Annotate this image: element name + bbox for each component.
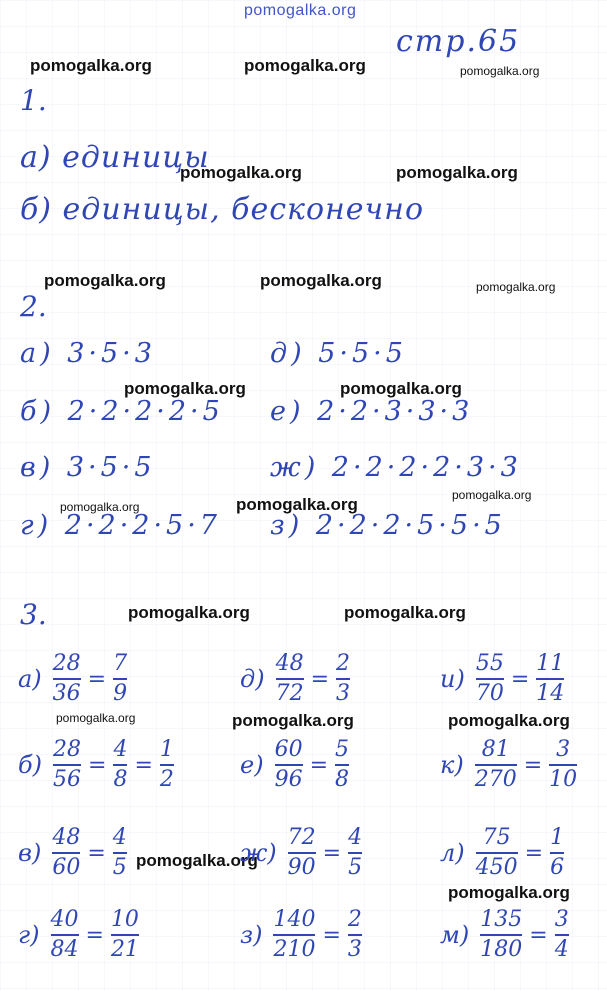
fraction [52, 826, 80, 880]
fraction-bar [476, 678, 504, 680]
fraction-denominator: 10 [549, 767, 578, 792]
fraction-bar [160, 764, 174, 766]
fraction-bar [476, 852, 518, 854]
fraction [480, 908, 522, 962]
task2-answer-a: а) 3·5·3 [20, 338, 156, 369]
equals-sign: = [524, 840, 544, 866]
fraction-bar [276, 678, 304, 680]
fraction-bar [549, 764, 577, 766]
fraction-numerator: 1 [159, 737, 174, 762]
fraction-denominator: 96 [274, 767, 303, 792]
fraction-bar [348, 852, 362, 854]
fraction-denominator: 8 [113, 767, 128, 792]
task2-answer-e: е) 2·2·3·3·3 [270, 396, 474, 427]
fraction-denominator: 8 [335, 767, 350, 792]
fraction [550, 826, 564, 880]
top-watermark: pomogalka.org [244, 2, 357, 19]
fraction-numerator: 3 [556, 737, 571, 762]
watermark: pomogalka.org [128, 603, 250, 622]
equals-sign: = [529, 922, 548, 948]
task3-number: 3. [20, 598, 47, 631]
fraction [288, 826, 316, 880]
fraction [555, 908, 569, 962]
task3-item [440, 826, 567, 880]
fraction-bar [275, 764, 303, 766]
fraction-numerator: 75 [482, 825, 511, 850]
task2-number: 2. [20, 290, 47, 323]
fraction [53, 652, 81, 706]
fraction [335, 738, 349, 792]
task3-item [440, 652, 567, 706]
fraction-denominator: 14 [536, 681, 565, 706]
fraction-denominator: 4 [554, 937, 569, 962]
fraction-bar [113, 852, 127, 854]
watermark: pomogalka.org [476, 280, 556, 294]
fraction-numerator: 7 [113, 651, 128, 676]
fraction [476, 652, 504, 706]
equals-sign: = [87, 840, 106, 866]
watermark: pomogalka.org [244, 56, 366, 75]
page-reference: стр.65 [396, 24, 521, 59]
watermark: pomogalka.org [452, 488, 532, 502]
fraction [53, 738, 81, 792]
fraction [111, 908, 139, 962]
fraction-numerator: 28 [53, 737, 82, 762]
fraction-denominator: 450 [475, 855, 518, 880]
fraction-numerator: 3 [554, 907, 569, 932]
task3-item-label: ж) [240, 839, 277, 867]
fraction-numerator: 5 [335, 737, 350, 762]
task1-answer-a: а) единицы [20, 140, 210, 175]
fraction-numerator: 4 [113, 737, 128, 762]
fraction-denominator: 90 [287, 855, 316, 880]
fraction-numerator: 10 [110, 907, 139, 932]
fraction [549, 738, 577, 792]
fraction-bar [336, 678, 350, 680]
task3-item [18, 652, 130, 706]
fraction-denominator: 6 [550, 855, 565, 880]
task2-answer-v: в) 3·5·5 [20, 452, 156, 483]
task3-item [440, 738, 580, 792]
task3-item [240, 738, 352, 792]
fraction-numerator: 81 [481, 737, 510, 762]
task3-item [240, 826, 365, 880]
watermark: pomogalka.org [460, 64, 540, 78]
task3-item [18, 826, 130, 880]
equals-sign: = [310, 666, 330, 692]
task3-item-label: к) [440, 751, 464, 779]
task3-item [240, 908, 365, 962]
fraction-denominator: 3 [336, 681, 351, 706]
fraction-numerator: 40 [50, 907, 79, 932]
task3-item-label: и) [440, 665, 465, 693]
fraction-denominator: 9 [113, 681, 128, 706]
fraction-numerator: 48 [275, 651, 304, 676]
fraction-denominator: 36 [52, 681, 81, 706]
watermark: pomogalka.org [136, 851, 258, 870]
task3-item-label: а) [18, 665, 42, 693]
fraction-denominator: 72 [275, 681, 304, 706]
task3-item-label: г) [18, 921, 40, 949]
watermark: pomogalka.org [30, 56, 152, 75]
fraction-bar [480, 934, 522, 936]
fraction [160, 738, 174, 792]
fraction-numerator: 4 [348, 825, 363, 850]
fraction [348, 908, 362, 962]
fraction-denominator: 3 [347, 937, 362, 962]
fraction-denominator: 84 [50, 937, 79, 962]
task2-answer-z: з) 2·2·2·5·5·5 [270, 510, 506, 541]
fraction-numerator: 28 [52, 651, 81, 676]
watermark: pomogalka.org [344, 603, 466, 622]
fraction-bar [348, 934, 362, 936]
watermark: pomogalka.org [124, 379, 246, 398]
fraction [113, 826, 127, 880]
fraction [273, 908, 315, 962]
fraction-numerator: 60 [274, 737, 303, 762]
task3-item [440, 908, 572, 962]
fraction-bar [53, 678, 81, 680]
fraction-numerator: 2 [347, 907, 362, 932]
fraction-denominator: 5 [112, 855, 127, 880]
fraction-denominator: 56 [53, 767, 82, 792]
equals-sign: = [134, 752, 153, 778]
watermark: pomogalka.org [396, 163, 518, 182]
task3-item-label: д) [240, 665, 265, 693]
task3-item [18, 908, 142, 962]
watermark: pomogalka.org [340, 379, 462, 398]
fraction-bar [51, 934, 79, 936]
watermark: pomogalka.org [260, 271, 382, 290]
watermark: pomogalka.org [180, 163, 302, 182]
fraction-denominator: 21 [110, 937, 139, 962]
fraction-denominator: 270 [474, 767, 517, 792]
fraction [476, 826, 518, 880]
equals-sign: = [309, 752, 329, 778]
fraction [336, 652, 350, 706]
fraction [113, 738, 127, 792]
fraction-bar [113, 764, 127, 766]
fraction-bar [335, 764, 349, 766]
fraction-numerator: 48 [52, 825, 81, 850]
fraction [276, 652, 304, 706]
task3-item [240, 652, 353, 706]
fraction-numerator: 11 [536, 651, 565, 676]
fraction-numerator: 4 [112, 825, 127, 850]
task2-answer-d: д) 5·5·5 [270, 338, 407, 369]
fraction-denominator: 60 [52, 855, 81, 880]
watermark: pomogalka.org [232, 711, 354, 730]
task2-answer-g: г) 2·2·2·5·7 [20, 510, 221, 541]
fraction-denominator: 2 [159, 767, 174, 792]
fraction-numerator: 1 [550, 825, 565, 850]
fraction-bar [111, 934, 139, 936]
task3-item-label: л) [440, 839, 465, 867]
fraction [475, 738, 517, 792]
fraction [536, 652, 564, 706]
task3-item [18, 738, 177, 792]
fraction-denominator: 180 [480, 937, 523, 962]
fraction-bar [536, 678, 564, 680]
fraction-bar [113, 678, 127, 680]
task3-item-label: м) [440, 921, 470, 949]
watermark: pomogalka.org [448, 711, 570, 730]
equals-sign: = [510, 666, 530, 692]
task1-number: 1. [20, 84, 47, 117]
fraction-denominator: 210 [273, 937, 316, 962]
task2-answer-zh: ж) 2·2·2·2·3·3 [270, 452, 522, 483]
equals-sign: = [87, 666, 107, 692]
fraction-bar [288, 852, 316, 854]
fraction [51, 908, 79, 962]
fraction-bar [273, 934, 315, 936]
fraction-numerator: 140 [273, 907, 316, 932]
equals-sign: = [322, 840, 342, 866]
fraction [113, 652, 127, 706]
fraction-numerator: 72 [287, 825, 316, 850]
equals-sign: = [85, 922, 104, 948]
fraction-numerator: 55 [475, 651, 504, 676]
equals-sign: = [88, 752, 107, 778]
fraction-bar [53, 764, 81, 766]
equals-sign: = [523, 752, 543, 778]
task1-answer-b: б) единицы, бесконечно [20, 192, 425, 227]
fraction [348, 826, 362, 880]
task3-item-label: б) [18, 751, 43, 779]
fraction-numerator: 2 [336, 651, 351, 676]
fraction-bar [52, 852, 80, 854]
fraction-bar [555, 934, 569, 936]
equals-sign: = [322, 922, 341, 948]
fraction-bar [550, 852, 564, 854]
fraction-numerator: 135 [480, 907, 523, 932]
watermark: pomogalka.org [44, 271, 166, 290]
task3-item-label: в) [18, 839, 42, 867]
watermark: pomogalka.org [56, 711, 136, 725]
watermark: pomogalka.org [60, 500, 140, 514]
task2-answer-b: б) 2·2·2·2·5 [20, 396, 224, 427]
fraction-denominator: 70 [475, 681, 504, 706]
watermark: pomogalka.org [236, 495, 358, 514]
task3-item-label: з) [240, 921, 263, 949]
fraction-bar [475, 764, 517, 766]
watermark: pomogalka.org [448, 883, 570, 902]
fraction-denominator: 5 [348, 855, 363, 880]
fraction [275, 738, 303, 792]
task3-item-label: е) [240, 751, 264, 779]
